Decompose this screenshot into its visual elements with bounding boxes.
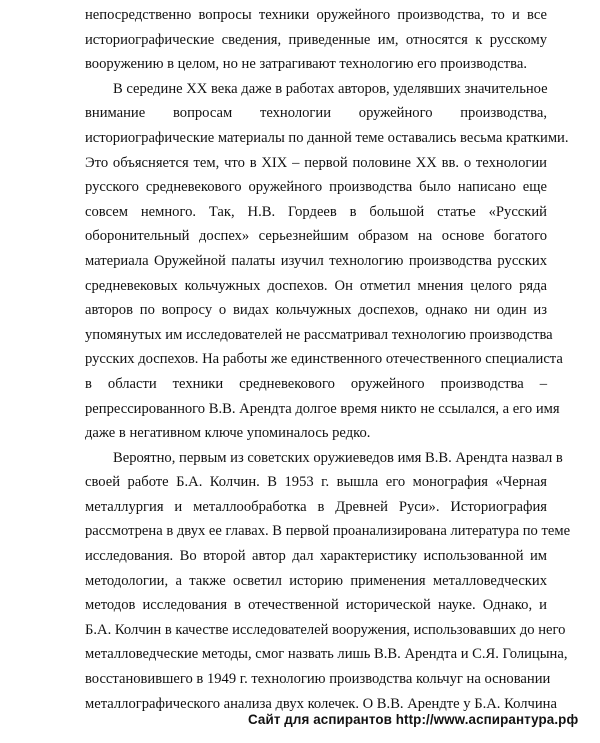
text-line: историографические материалы по данной теме оставались весьма краткими. <box>85 129 569 146</box>
text-line: методов исследования в отечественной исторической науке. Однако, и <box>85 597 547 614</box>
text-line: Это объясняется тем, что в XIX – первой половине XX вв. о технологии <box>85 154 547 171</box>
text-line: непосредственно вопросы техники оружейного производства, то и все <box>85 7 547 23</box>
text-line: В середине XX века даже в работах авторов, уделявших значительное <box>113 80 548 97</box>
text-line: материала Оружейной палаты изучил технологию производства русских <box>85 252 547 269</box>
text-line: своей работе Б.А. Колчин. В 1953 г. вышла его монография «Черная <box>85 474 547 491</box>
text-line: исследования. Во второй автор дал характеристику использованной им <box>85 548 547 565</box>
text-line: в области техники средневекового оружейного производства – <box>85 375 547 392</box>
text-line: рассмотрена в двух ее главах. В первой проанализирована литература по теме <box>85 523 571 540</box>
text-line: даже в негативном ключе упоминалось редко. <box>85 425 371 442</box>
text-line: авторов по вопросу о видах кольчужных доспехов, однако ни один из <box>85 302 547 319</box>
paragraph <box>85 446 571 717</box>
paragraph <box>85 3 547 77</box>
site-footer-watermark: Сайт для аспирантов http://www.аспирантура.рф <box>248 712 579 727</box>
text-line: репрессированного В.В. Арендта долгое время никто не ссылался, а его имя <box>85 400 560 417</box>
text-line: вооружению в целом, но не затрагивают технологию его производства. <box>85 56 527 73</box>
text-line: историографические сведения, приведенные им, относятся к русскому <box>85 31 547 48</box>
text-line: металлографического анализа двух колечек. О В.В. Арендте у Б.А. Колчина <box>85 695 557 712</box>
text-line: восстановившего в 1949 г. технологию производства кольчуг на основании <box>85 671 551 688</box>
text-line: Вероятно, первым из советских оружиеведов имя В.В. Арендта назвал в <box>113 449 563 466</box>
text-line: внимание вопросам технологии оружейного производства, <box>85 105 547 122</box>
text-line: русских доспехов. На работы же единственного отечественного специалиста <box>85 351 563 368</box>
text-line: оборонительный доспех» серьезнейшим образом на основе богатого <box>85 228 547 245</box>
text-line: средневековых кольчужных доспехов. Он отметил мнения целого ряда <box>85 277 547 294</box>
text-line: металловедческие методы, смог назвать лишь В.В. Арендта и С.Я. Голицына, <box>85 646 568 663</box>
text-line: упомянутых им исследователей не рассматривал технологию производства <box>85 326 553 343</box>
document-page <box>85 3 571 716</box>
text-line: Б.А. Колчин в качестве исследователей вооружения, использовавших до него <box>85 621 566 638</box>
text-line: металлургия и металлообработка в Древней Руси». Историография <box>85 498 547 515</box>
text-line: методологии, а также осветил историю применения металловедческих <box>85 572 547 589</box>
paragraph <box>85 77 569 446</box>
text-line: русского средневекового оружейного производства было написано еще <box>85 179 547 196</box>
text-line: совсем немного. Так, Н.В. Гордеев в большой статье «Русский <box>85 203 547 220</box>
